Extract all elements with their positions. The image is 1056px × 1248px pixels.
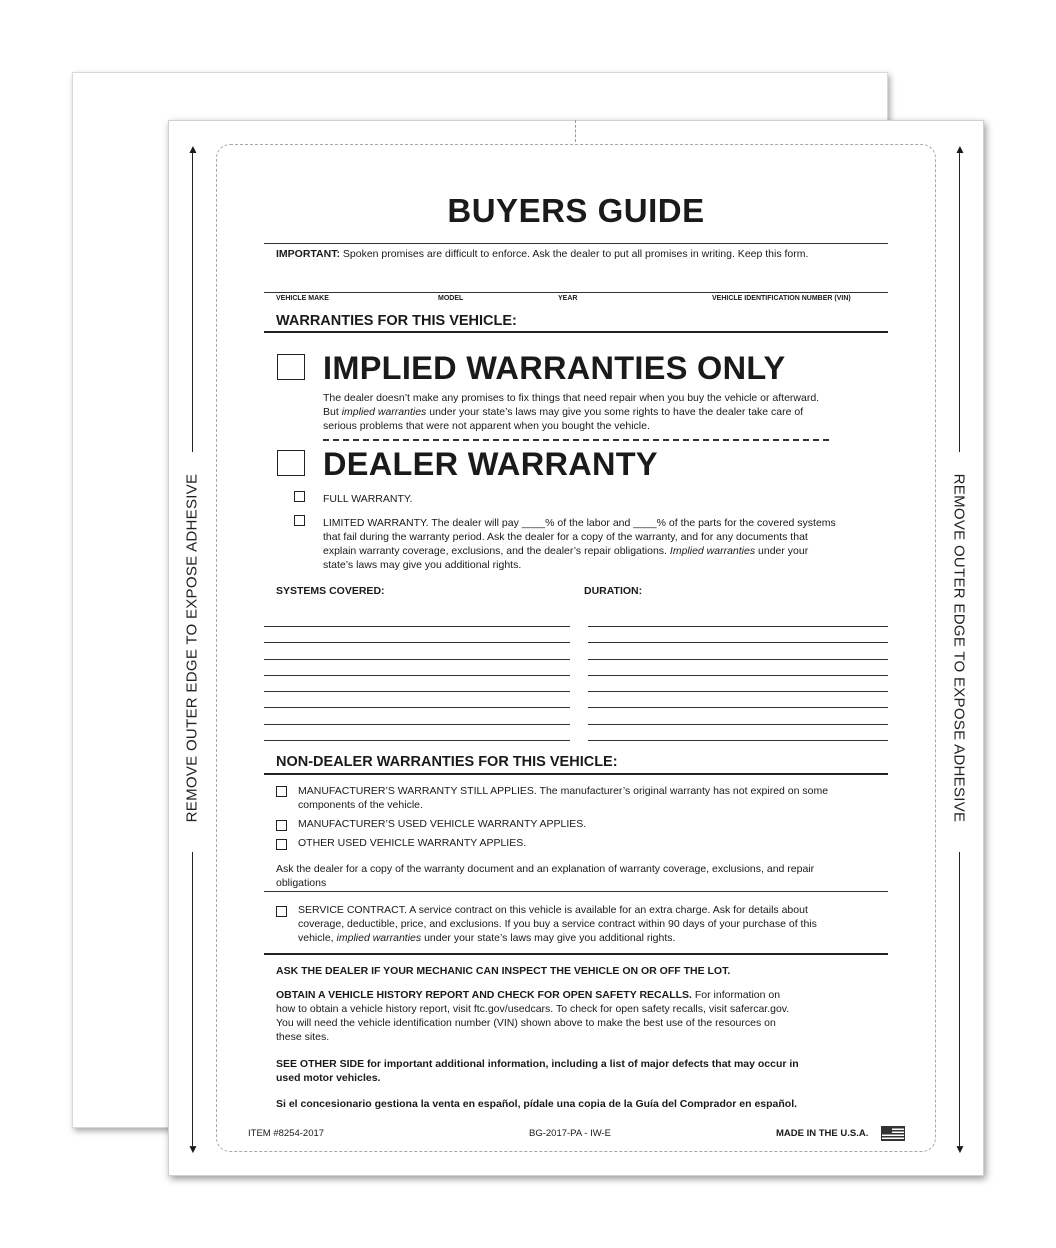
arrow-down-icon: ▼ — [187, 1142, 199, 1156]
manufacturers-used-warranty-label: MANUFACTURER’S USED VEHICLE WARRANTY APPLIES. — [298, 818, 587, 830]
year-label: YEAR — [558, 295, 578, 302]
divider — [264, 331, 888, 333]
dealer-warranty-heading: DEALER WARRANTY — [323, 446, 658, 482]
other-used-warranty-checkbox[interactable] — [276, 839, 287, 850]
duration-label: DURATION: — [584, 585, 643, 597]
spanish-note: Si el concesionario gestiona la venta en español, pídale una copia de la Guía del Comprador en español. — [276, 1098, 798, 1110]
implied-warranties-checkbox[interactable] — [277, 354, 305, 380]
service-contract-text: SERVICE CONTRACT. A service contract on this vehicle is available for an extra charge. Ask for details about coverage, deductible, price, and exclusions. If you buy a service contract within 90 days of your purchase of this vehicle, implied warranties under your state’s laws may give you additional rights. — [298, 904, 817, 944]
service-contract-checkbox[interactable] — [276, 906, 287, 917]
right-side-instruction: REMOVE OUTER EDGE TO EXPOSE ADHESIVE — [950, 473, 968, 823]
implied-warranties-text: The dealer doesn’t make any promises to fix things that need repair when you buy the vehicle or afterward. But implied warranties under your state’s laws may give you some rights to have the dealer take care of serious problems that were not apparent when you bought the vehicle. — [323, 392, 820, 432]
dealer-warranty-checkbox[interactable] — [277, 450, 305, 476]
divider — [264, 891, 888, 892]
arrow-up-icon: ▲ — [187, 142, 199, 156]
limited-warranty-text: LIMITED WARRANTY. The dealer will pay ____% of the labor and ____% of the parts for the covered systems that fail during the warranty period. Ask the dealer for a copy of the warranty, and for any documents that explain warranty coverage, exclusions, and the dealer’s repair obligations. Implied warranties under your state’s laws may give you additional rights. — [323, 517, 836, 571]
model-label: MODEL — [438, 295, 464, 302]
manufacturers-warranty-text: MANUFACTURER’S WARRANTY STILL APPLIES. The manufacturer’s original warranty has not expired on some components of the vehicle. — [298, 785, 829, 811]
tear-mark — [575, 120, 576, 142]
vehicle-history-note: OBTAIN A VEHICLE HISTORY REPORT AND CHECK FOR OPEN SAFETY RECALLS. For information on how to obtain a vehicle history report, visit ftc.gov/usedcars. To check for open safety recalls, visit safercar.gov. You will need the vehicle identification number (VIN) shown above to make the best use of the resources on these sites. — [276, 989, 790, 1043]
full-warranty-checkbox[interactable] — [294, 491, 305, 502]
vehicle-info-line — [264, 292, 888, 293]
dashed-divider — [323, 439, 829, 441]
divider — [264, 243, 888, 244]
page-title: BUYERS GUIDE — [447, 192, 705, 229]
arrow-down-icon: ▼ — [954, 1142, 966, 1156]
duration-lines[interactable] — [588, 626, 888, 756]
manufacturers-used-warranty-checkbox[interactable] — [276, 820, 287, 831]
important-notice: IMPORTANT: Spoken promises are difficult to enforce. Ask the dealer to put all promises in writing. Keep this form. — [276, 248, 809, 260]
vehicle-make-label: VEHICLE MAKE — [276, 295, 329, 302]
us-flag-icon — [881, 1126, 905, 1141]
implied-warranties-heading: IMPLIED WARRANTIES ONLY — [323, 350, 786, 386]
divider — [264, 773, 888, 775]
limited-warranty-checkbox[interactable] — [294, 515, 305, 526]
arrow-up-icon: ▲ — [954, 142, 966, 156]
warranties-heading: WARRANTIES FOR THIS VEHICLE: — [276, 313, 517, 329]
systems-covered-lines[interactable] — [264, 626, 570, 756]
item-number: ITEM #8254-2017 — [248, 1128, 325, 1139]
other-used-warranty-label: OTHER USED VEHICLE WARRANTY APPLIES. — [298, 837, 527, 849]
mechanic-inspection-note: ASK THE DEALER IF YOUR MECHANIC CAN INSPECT THE VEHICLE ON OR OFF THE LOT. — [276, 965, 731, 977]
vin-label: VEHICLE IDENTIFICATION NUMBER (VIN) — [712, 295, 851, 302]
manufacturers-warranty-checkbox[interactable] — [276, 786, 287, 797]
ask-dealer-note: Ask the dealer for a copy of the warranty document and an explanation of warranty coverage, exclusions, and repair obligations — [276, 863, 815, 889]
divider — [264, 953, 888, 955]
made-in-usa: MADE IN THE U.S.A. — [776, 1128, 869, 1139]
form-code: BG-2017-PA - IW-E — [529, 1128, 612, 1139]
see-other-side-note: SEE OTHER SIDE for important additional information, including a list of major defects that may occur in used motor vehicles. — [276, 1058, 799, 1084]
full-warranty-label: FULL WARRANTY. — [323, 493, 413, 505]
non-dealer-heading: NON-DEALER WARRANTIES FOR THIS VEHICLE: — [276, 754, 618, 770]
left-side-instruction: REMOVE OUTER EDGE TO EXPOSE ADHESIVE — [183, 473, 201, 823]
systems-covered-label: SYSTEMS COVERED: — [276, 585, 385, 597]
